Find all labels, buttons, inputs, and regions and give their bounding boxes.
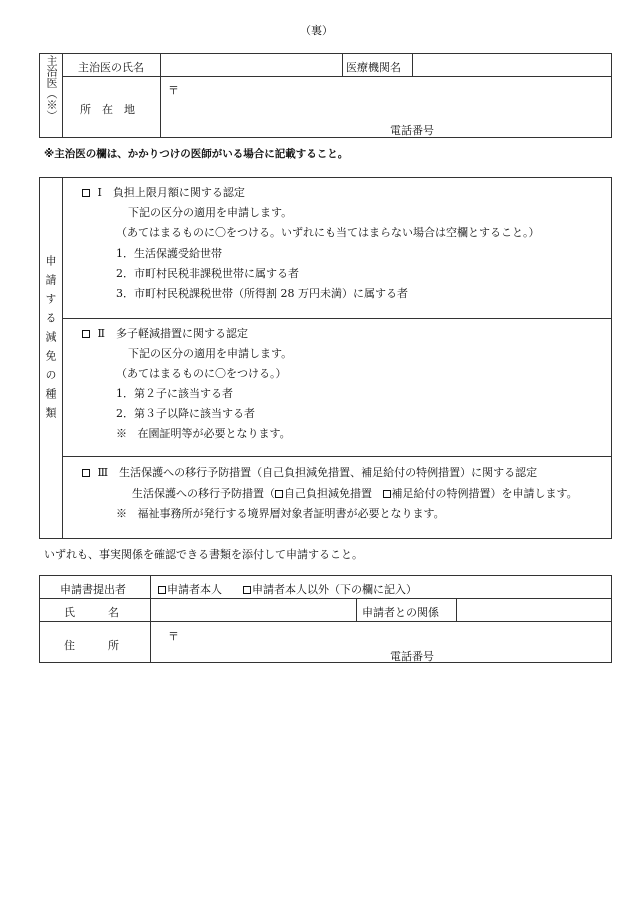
submitter-name-label: 氏 名: [64, 606, 119, 619]
section3-checkbox[interactable]: [82, 469, 90, 477]
self-pay-option: 自己負担減免措置: [284, 487, 372, 500]
relation-label: 申請者との関係: [362, 606, 439, 619]
section3-title: Ⅲ 生活保護への移行予防措置（自己負担減免措置、補足給付の特例措置）に関する認定: [97, 466, 538, 479]
doctor-side-label: 主治医（※）: [45, 55, 58, 121]
other-checkbox[interactable]: [243, 586, 251, 594]
postal-mark: 〒: [168, 84, 179, 97]
supplement-checkbox[interactable]: [383, 490, 391, 498]
section1-line1: 下記の区分の適用を申請します。: [128, 206, 293, 219]
note-mark: ※: [116, 427, 127, 440]
section3-line1: [132, 485, 578, 501]
doctor-phone-label: 電話番号: [390, 124, 434, 137]
section2-line1: 下記の区分の適用を申請します。: [128, 347, 293, 360]
section1-item-1[interactable]: 1．生活保護受給世帯: [116, 247, 222, 260]
self-option: 申請者本人: [167, 583, 222, 596]
postal-mark: 〒: [168, 630, 179, 643]
section1-checkbox[interactable]: [82, 189, 90, 197]
section3-line1-pre: 生活保護への移行予防措置（: [132, 487, 275, 500]
relation-field[interactable]: [457, 599, 611, 620]
section1-item-3[interactable]: 3．市町村民税課税世帯（所得割 28 万円未満）に属する者: [116, 287, 408, 300]
supplement-option: 補足給付の特例措置: [391, 487, 491, 500]
section2-title: Ⅱ 多子軽減措置に関する認定: [97, 327, 248, 340]
institution-field[interactable]: [413, 54, 611, 75]
section2-note-text: 在園証明等が必要となります。: [137, 427, 291, 440]
section1-line2: （あてはまるものに〇をつける。いずれにも当てはまらない場合は空欄とすること。）: [116, 226, 540, 239]
doctor-name-field[interactable]: [161, 54, 341, 75]
section3-note-text: 福祉事務所が発行する境界層対象者証明書が必要となります。: [137, 507, 445, 520]
section2-checkbox[interactable]: [82, 330, 90, 338]
submitter-options: [158, 581, 417, 597]
section1-title: Ⅰ 負担上限月額に関する認定: [97, 186, 245, 199]
doctor-name-label: 主治医の氏名: [78, 61, 144, 74]
institution-label: 医療機関名: [346, 61, 401, 74]
reduction-side-label: 申請する減免の種類: [44, 255, 57, 426]
self-pay-checkbox[interactable]: [275, 490, 283, 498]
section2-note: [116, 425, 291, 441]
attach-note: いずれも、事実関係を確認できる書類を添付して申請すること。: [44, 548, 363, 561]
section1-title-row: [82, 184, 245, 200]
doctor-note: ※主治医の欄は、かかりつけの医師がいる場合に記載すること。: [44, 148, 349, 160]
section2-item-2[interactable]: 2．第３子以降に該当する者: [116, 407, 255, 420]
submitter-address-field[interactable]: [151, 622, 611, 662]
doctor-address-field[interactable]: [161, 77, 611, 137]
submitter-address-label: 住 所: [64, 639, 119, 652]
submitter-phone-label: 電話番号: [390, 650, 434, 663]
section2-line2: （あてはまるものに〇をつける。）: [116, 367, 287, 380]
page-side-mark: （裏）: [300, 24, 333, 37]
section3-note: [116, 505, 445, 521]
note-mark: ※: [116, 507, 127, 520]
section3-line1-post: ）を申請します。: [490, 487, 578, 500]
submitter-label: 申請書提出者: [60, 583, 126, 596]
section3-title-row: [82, 464, 537, 480]
section2-item-1[interactable]: 1．第２子に該当する者: [116, 387, 233, 400]
other-option: 申請者本人以外（下の欄に記入）: [251, 583, 417, 596]
section1-item-2[interactable]: 2．市町村民税非課税世帯に属する者: [116, 267, 299, 280]
section2-title-row: [82, 325, 248, 341]
self-checkbox[interactable]: [158, 586, 166, 594]
doctor-address-label: 所 在 地: [80, 103, 135, 116]
submitter-name-field[interactable]: [151, 599, 355, 620]
